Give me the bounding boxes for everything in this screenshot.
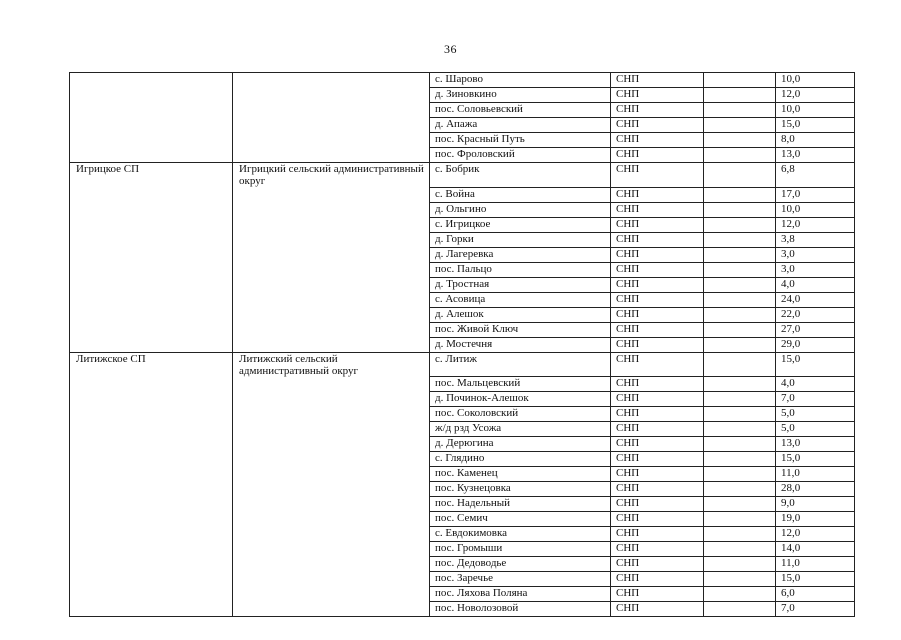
distance-value-cell: 10,0 — [776, 73, 855, 88]
settlement-cell — [70, 103, 233, 118]
blank-cell — [704, 497, 776, 512]
settlement-cell — [70, 307, 233, 322]
locality-name-cell: пос. Соловьевский — [430, 103, 611, 118]
settlement-cell — [70, 337, 233, 352]
locality-name-cell: д. Апажа — [430, 118, 611, 133]
settlement-cell — [70, 88, 233, 103]
locality-type-cell: СНП — [611, 377, 704, 392]
locality-type-cell: СНП — [611, 512, 704, 527]
blank-cell — [704, 217, 776, 232]
distance-value-cell: 12,0 — [776, 527, 855, 542]
locality-type-cell: СНП — [611, 467, 704, 482]
table-row — [70, 307, 855, 322]
blank-cell — [704, 392, 776, 407]
locality-type-cell: СНП — [611, 602, 704, 617]
locality-type-cell: СНП — [611, 307, 704, 322]
blank-cell — [704, 262, 776, 277]
locality-name-cell: с. Глядино — [430, 452, 611, 467]
locality-name-cell: д. Ольгино — [430, 202, 611, 217]
table-row — [70, 467, 855, 482]
settlement-cell — [70, 133, 233, 148]
locality-name-cell: пос. Заречье — [430, 572, 611, 587]
table-row — [70, 352, 855, 377]
settlement-cell — [70, 482, 233, 497]
locality-name-cell: пос. Мальцевский — [430, 377, 611, 392]
locality-name-cell: д. Зиновкино — [430, 88, 611, 103]
distance-value-cell: 11,0 — [776, 467, 855, 482]
locality-type-cell: СНП — [611, 337, 704, 352]
table-row — [70, 217, 855, 232]
district-cell — [233, 262, 430, 277]
table-row — [70, 437, 855, 452]
district-cell — [233, 482, 430, 497]
locality-type-cell: СНП — [611, 542, 704, 557]
locality-type-cell: СНП — [611, 247, 704, 262]
table-row — [70, 587, 855, 602]
settlement-cell — [70, 587, 233, 602]
distance-value-cell: 8,0 — [776, 133, 855, 148]
settlement-cell — [70, 148, 233, 163]
settlement-cell — [70, 262, 233, 277]
settlement-cell: Игрицкое СП — [70, 163, 233, 188]
locality-name-cell: с. Литиж — [430, 352, 611, 377]
page-number: 36 — [444, 42, 457, 56]
table-row — [70, 322, 855, 337]
distance-value-cell: 10,0 — [776, 103, 855, 118]
settlement-cell — [70, 527, 233, 542]
settlement-cell — [70, 422, 233, 437]
settlement-cell — [70, 497, 233, 512]
district-cell — [233, 557, 430, 572]
blank-cell — [704, 452, 776, 467]
locality-name-cell: пос. Каменец — [430, 467, 611, 482]
distance-value-cell: 22,0 — [776, 307, 855, 322]
table-row — [70, 407, 855, 422]
district-cell — [233, 292, 430, 307]
table-row — [70, 512, 855, 527]
table-row — [70, 202, 855, 217]
blank-cell — [704, 407, 776, 422]
settlement-cell — [70, 232, 233, 247]
blank-cell — [704, 133, 776, 148]
locality-name-cell: пос. Семич — [430, 512, 611, 527]
table-row — [70, 247, 855, 262]
distance-value-cell: 29,0 — [776, 337, 855, 352]
district-cell — [233, 527, 430, 542]
settlement-cell — [70, 542, 233, 557]
settlement-cell — [70, 377, 233, 392]
locality-name-cell: д. Дерюгина — [430, 437, 611, 452]
district-cell — [233, 133, 430, 148]
table-row — [70, 163, 855, 188]
table-row — [70, 337, 855, 352]
locality-name-cell: с. Игрицкое — [430, 217, 611, 232]
district-cell — [233, 512, 430, 527]
table-row — [70, 452, 855, 467]
settlement-cell — [70, 437, 233, 452]
locality-name-cell: д. Починок-Алешок — [430, 392, 611, 407]
table-row — [70, 557, 855, 572]
locality-name-cell: пос. Надельный — [430, 497, 611, 512]
settlement-cell — [70, 572, 233, 587]
locality-name-cell: ж/д рзд Усожа — [430, 422, 611, 437]
table-row — [70, 88, 855, 103]
district-cell — [233, 407, 430, 422]
locality-type-cell: СНП — [611, 262, 704, 277]
settlement-cell — [70, 557, 233, 572]
distance-value-cell: 15,0 — [776, 118, 855, 133]
blank-cell — [704, 322, 776, 337]
settlement-cell — [70, 202, 233, 217]
locality-type-cell: СНП — [611, 88, 704, 103]
blank-cell — [704, 73, 776, 88]
locality-type-cell: СНП — [611, 232, 704, 247]
table-row — [70, 262, 855, 277]
locality-type-cell: СНП — [611, 422, 704, 437]
locality-type-cell: СНП — [611, 292, 704, 307]
locality-name-cell: с. Евдокимовка — [430, 527, 611, 542]
settlement-cell — [70, 407, 233, 422]
table-row — [70, 482, 855, 497]
district-cell — [233, 452, 430, 467]
district-cell — [233, 277, 430, 292]
distance-value-cell: 6,8 — [776, 163, 855, 188]
settlement-cell — [70, 512, 233, 527]
district-cell — [233, 392, 430, 407]
settlement-cell — [70, 73, 233, 88]
locality-name-cell: с. Война — [430, 187, 611, 202]
settlement-cell — [70, 118, 233, 133]
settlement-cell — [70, 467, 233, 482]
table-row — [70, 133, 855, 148]
settlement-cell — [70, 602, 233, 617]
locality-type-cell: СНП — [611, 103, 704, 118]
locality-type-cell: СНП — [611, 407, 704, 422]
district-cell — [233, 467, 430, 482]
locality-type-cell: СНП — [611, 217, 704, 232]
distance-value-cell: 3,0 — [776, 262, 855, 277]
settlement-cell — [70, 247, 233, 262]
table-row — [70, 232, 855, 247]
distance-value-cell: 7,0 — [776, 602, 855, 617]
district-cell — [233, 73, 430, 88]
district-cell — [233, 572, 430, 587]
table-row — [70, 73, 855, 88]
table-row — [70, 497, 855, 512]
locality-type-cell: СНП — [611, 133, 704, 148]
distance-value-cell: 4,0 — [776, 377, 855, 392]
district-cell — [233, 337, 430, 352]
blank-cell — [704, 118, 776, 133]
blank-cell — [704, 527, 776, 542]
distance-value-cell: 4,0 — [776, 277, 855, 292]
blank-cell — [704, 202, 776, 217]
blank-cell — [704, 163, 776, 188]
district-cell — [233, 148, 430, 163]
district-cell — [233, 103, 430, 118]
locality-type-cell: СНП — [611, 392, 704, 407]
locality-type-cell: СНП — [611, 352, 704, 377]
locality-name-cell: пос. Пальцо — [430, 262, 611, 277]
locality-name-cell: пос. Кузнецовка — [430, 482, 611, 497]
district-cell: Игрицкий сельский административный округ — [233, 163, 430, 188]
district-cell — [233, 187, 430, 202]
locality-type-cell: СНП — [611, 148, 704, 163]
settlement-cell — [70, 292, 233, 307]
locality-type-cell: СНП — [611, 557, 704, 572]
locality-name-cell: пос. Соколовский — [430, 407, 611, 422]
blank-cell — [704, 88, 776, 103]
blank-cell — [704, 377, 776, 392]
distance-value-cell: 15,0 — [776, 572, 855, 587]
blank-cell — [704, 247, 776, 262]
blank-cell — [704, 587, 776, 602]
locality-name-cell: пос. Громыши — [430, 542, 611, 557]
locality-type-cell: СНП — [611, 202, 704, 217]
table-row — [70, 422, 855, 437]
settlement-cell — [70, 187, 233, 202]
district-cell — [233, 232, 430, 247]
distance-value-cell: 13,0 — [776, 437, 855, 452]
locality-name-cell: пос. Фроловский — [430, 148, 611, 163]
distance-value-cell: 14,0 — [776, 542, 855, 557]
blank-cell — [704, 542, 776, 557]
table-row — [70, 542, 855, 557]
blank-cell — [704, 148, 776, 163]
district-cell — [233, 322, 430, 337]
settlement-cell — [70, 452, 233, 467]
blank-cell — [704, 557, 776, 572]
locality-name-cell: пос. Ляхова Поляна — [430, 587, 611, 602]
district-cell — [233, 202, 430, 217]
locality-name-cell: д. Горки — [430, 232, 611, 247]
locality-type-cell: СНП — [611, 497, 704, 512]
locality-name-cell: пос. Красный Путь — [430, 133, 611, 148]
locality-type-cell: СНП — [611, 187, 704, 202]
settlement-cell: Литижское СП — [70, 352, 233, 377]
locality-type-cell: СНП — [611, 482, 704, 497]
blank-cell — [704, 103, 776, 118]
locality-name-cell: с. Шарово — [430, 73, 611, 88]
district-cell — [233, 437, 430, 452]
locality-name-cell: д. Мостечня — [430, 337, 611, 352]
district-cell — [233, 602, 430, 617]
table-row — [70, 572, 855, 587]
table-row — [70, 377, 855, 392]
distance-value-cell: 15,0 — [776, 352, 855, 377]
district-cell — [233, 88, 430, 103]
district-cell — [233, 542, 430, 557]
locality-type-cell: СНП — [611, 322, 704, 337]
distance-value-cell: 17,0 — [776, 187, 855, 202]
table-row — [70, 527, 855, 542]
blank-cell — [704, 422, 776, 437]
locality-type-cell: СНП — [611, 437, 704, 452]
locality-name-cell: д. Алешок — [430, 307, 611, 322]
settlements-table-body — [70, 73, 855, 617]
district-cell — [233, 247, 430, 262]
distance-value-cell: 10,0 — [776, 202, 855, 217]
distance-value-cell: 15,0 — [776, 452, 855, 467]
district-cell — [233, 497, 430, 512]
district-cell — [233, 118, 430, 133]
locality-name-cell: пос. Новолозовой — [430, 602, 611, 617]
blank-cell — [704, 437, 776, 452]
settlement-cell — [70, 217, 233, 232]
blank-cell — [704, 512, 776, 527]
table-row — [70, 187, 855, 202]
district-cell — [233, 377, 430, 392]
distance-value-cell: 28,0 — [776, 482, 855, 497]
table-row — [70, 392, 855, 407]
blank-cell — [704, 277, 776, 292]
locality-type-cell: СНП — [611, 572, 704, 587]
district-cell — [233, 217, 430, 232]
distance-value-cell: 24,0 — [776, 292, 855, 307]
locality-name-cell: пос. Живой Ключ — [430, 322, 611, 337]
locality-name-cell: д. Лагеревка — [430, 247, 611, 262]
blank-cell — [704, 232, 776, 247]
table-row — [70, 148, 855, 163]
blank-cell — [704, 467, 776, 482]
blank-cell — [704, 337, 776, 352]
district-cell — [233, 307, 430, 322]
settlement-cell — [70, 277, 233, 292]
settlement-cell — [70, 322, 233, 337]
settlement-cell — [70, 392, 233, 407]
distance-value-cell: 3,0 — [776, 247, 855, 262]
blank-cell — [704, 602, 776, 617]
district-cell — [233, 422, 430, 437]
locality-name-cell: с. Бобрик — [430, 163, 611, 188]
distance-value-cell: 11,0 — [776, 557, 855, 572]
locality-name-cell: пос. Дедоводье — [430, 557, 611, 572]
table-row — [70, 277, 855, 292]
table-row — [70, 602, 855, 617]
distance-value-cell: 13,0 — [776, 148, 855, 163]
blank-cell — [704, 482, 776, 497]
blank-cell — [704, 187, 776, 202]
distance-value-cell: 7,0 — [776, 392, 855, 407]
distance-value-cell: 5,0 — [776, 422, 855, 437]
settlements-table — [69, 72, 855, 617]
distance-value-cell: 5,0 — [776, 407, 855, 422]
locality-type-cell: СНП — [611, 118, 704, 133]
table-row — [70, 103, 855, 118]
district-cell: Литижский сельский административный округ — [233, 352, 430, 377]
distance-value-cell: 6,0 — [776, 587, 855, 602]
locality-type-cell: СНП — [611, 452, 704, 467]
distance-value-cell: 9,0 — [776, 497, 855, 512]
table-row — [70, 118, 855, 133]
locality-name-cell: д. Тростная — [430, 277, 611, 292]
blank-cell — [704, 352, 776, 377]
distance-value-cell: 12,0 — [776, 88, 855, 103]
blank-cell — [704, 292, 776, 307]
locality-name-cell: с. Асовица — [430, 292, 611, 307]
locality-type-cell: СНП — [611, 587, 704, 602]
blank-cell — [704, 307, 776, 322]
blank-cell — [704, 572, 776, 587]
locality-type-cell: СНП — [611, 163, 704, 188]
distance-value-cell: 27,0 — [776, 322, 855, 337]
distance-value-cell: 19,0 — [776, 512, 855, 527]
distance-value-cell: 3,8 — [776, 232, 855, 247]
distance-value-cell: 12,0 — [776, 217, 855, 232]
table-row — [70, 292, 855, 307]
locality-type-cell: СНП — [611, 277, 704, 292]
locality-type-cell: СНП — [611, 73, 704, 88]
district-cell — [233, 587, 430, 602]
locality-type-cell: СНП — [611, 527, 704, 542]
